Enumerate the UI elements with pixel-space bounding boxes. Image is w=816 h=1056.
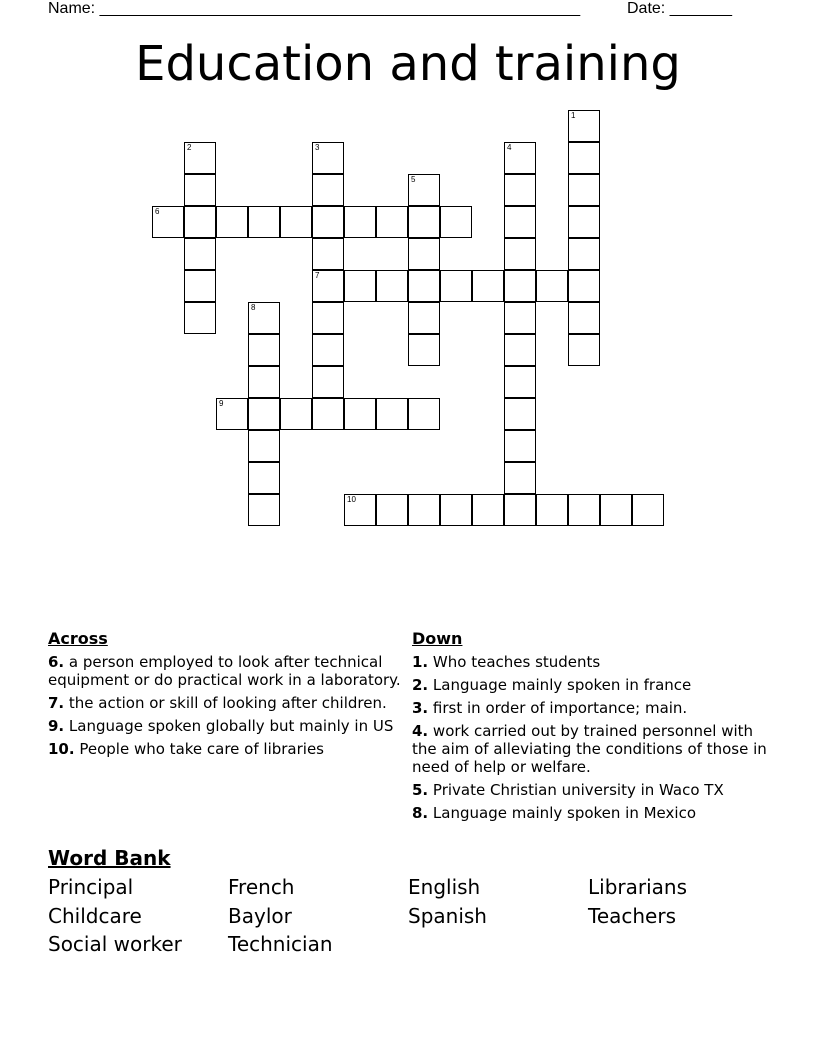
crossword-cell[interactable] — [408, 334, 440, 366]
crossword-cell[interactable] — [216, 206, 248, 238]
word-bank-item: Spanish — [408, 903, 487, 928]
clue-text: Who teaches students — [432, 653, 601, 671]
crossword-cell[interactable] — [184, 270, 216, 302]
crossword-cell[interactable] — [312, 302, 344, 334]
clue-text: People who take care of libraries — [79, 740, 324, 758]
crossword-cell[interactable] — [504, 398, 536, 430]
clue-number: 7. — [48, 694, 65, 712]
page-title: Education and training — [135, 36, 681, 92]
word-bank-item: Principal — [48, 875, 134, 899]
crossword-cell[interactable] — [408, 206, 440, 238]
crossword-cell[interactable] — [408, 302, 440, 334]
crossword-cell[interactable] — [312, 142, 344, 174]
cell-number: 7 — [315, 271, 320, 280]
crossword-cell[interactable] — [504, 334, 536, 366]
crossword-cell[interactable] — [568, 334, 600, 366]
cell-number: 10 — [347, 495, 356, 504]
crossword-cell[interactable] — [504, 494, 536, 526]
crossword-cell[interactable] — [536, 494, 568, 526]
crossword-cell[interactable] — [568, 494, 600, 526]
word-bank-title: Word Bank — [48, 846, 171, 870]
across-clue — [48, 653, 404, 689]
down-clue — [412, 781, 768, 799]
crossword-cell[interactable] — [280, 398, 312, 430]
crossword-cell[interactable] — [248, 398, 280, 430]
crossword-cell[interactable] — [472, 270, 504, 302]
cell-number: 1 — [571, 111, 576, 120]
crossword-cell[interactable] — [504, 270, 536, 302]
word-bank-item: Librarians — [588, 875, 688, 899]
clue-number: 2. — [412, 676, 429, 694]
clue-text: Private Christian university in Waco TX — [432, 781, 724, 799]
crossword-cell[interactable] — [568, 142, 600, 174]
cell-number: 3 — [315, 143, 320, 152]
crossword-cell[interactable] — [568, 238, 600, 270]
crossword-cell[interactable] — [248, 302, 280, 334]
crossword-cell[interactable] — [504, 142, 536, 174]
clue-number: 9. — [48, 717, 65, 735]
crossword-cell[interactable] — [440, 494, 472, 526]
crossword-cell[interactable] — [632, 494, 664, 526]
crossword-cell[interactable] — [408, 174, 440, 206]
crossword-cell[interactable] — [248, 430, 280, 462]
clue-number: 4. — [412, 722, 429, 740]
cell-number: 9 — [219, 399, 224, 408]
crossword-cell[interactable] — [184, 302, 216, 334]
crossword-cell[interactable] — [376, 398, 408, 430]
down-clue — [412, 722, 768, 776]
across-clue — [48, 740, 404, 758]
crossword-cell[interactable] — [344, 206, 376, 238]
word-bank-item: French — [228, 875, 295, 899]
clue-number: 1. — [412, 653, 429, 671]
cell-number: 6 — [155, 207, 160, 216]
crossword-cell[interactable] — [312, 238, 344, 270]
crossword-cell[interactable] — [504, 206, 536, 238]
clue-text: work carried out by trained personnel with the aim of alleviating the conditions of those in need of help or welfare. — [412, 722, 767, 776]
clue-text: a person employed to look after technical equipment or do practical work in a laboratory. — [48, 653, 401, 689]
crossword-cell[interactable] — [376, 270, 408, 302]
crossword-cell[interactable] — [216, 398, 248, 430]
crossword-cell[interactable] — [536, 270, 568, 302]
crossword-cell[interactable] — [568, 302, 600, 334]
crossword-cell[interactable] — [440, 270, 472, 302]
word-bank-item: English — [408, 875, 481, 899]
crossword-cell[interactable] — [312, 174, 344, 206]
crossword-cell[interactable] — [184, 238, 216, 270]
crossword-cell[interactable] — [312, 398, 344, 430]
clue-text: Language spoken globally but mainly in US — [68, 717, 394, 735]
cell-number: 2 — [187, 143, 192, 152]
crossword-cell[interactable] — [376, 206, 408, 238]
crossword-cell[interactable] — [408, 270, 440, 302]
cell-number: 4 — [507, 143, 512, 152]
word-bank-item: Baylor — [228, 903, 292, 928]
date-line: Date: _______ — [627, 0, 732, 17]
crossword-cell[interactable] — [312, 270, 344, 302]
word-bank — [48, 873, 808, 959]
crossword-cell[interactable] — [312, 206, 344, 238]
word-bank-item: Childcare — [48, 903, 142, 928]
clue-number: 3. — [412, 699, 429, 717]
word-bank-item: Social worker — [48, 932, 182, 956]
crossword-cell[interactable] — [504, 462, 536, 494]
crossword-cell[interactable] — [248, 334, 280, 366]
clue-number: 8. — [412, 804, 429, 822]
clue-number: 6. — [48, 653, 65, 671]
crossword-cell[interactable] — [568, 110, 600, 142]
crossword-cell[interactable] — [504, 174, 536, 206]
crossword-cell[interactable] — [408, 238, 440, 270]
crossword-cell[interactable] — [408, 398, 440, 430]
crossword-cell[interactable] — [376, 494, 408, 526]
word-bank-item: Technician — [228, 932, 333, 956]
clue-text: first in order of importance; main. — [432, 699, 688, 717]
clue-text: Language mainly spoken in france — [432, 676, 692, 694]
down-clue — [412, 676, 768, 694]
clue-number: 5. — [412, 781, 429, 799]
crossword-cell[interactable] — [440, 206, 472, 238]
across-heading: Across — [48, 629, 108, 648]
crossword-cell[interactable] — [280, 206, 312, 238]
down-clue — [412, 653, 768, 671]
crossword-cell[interactable] — [568, 206, 600, 238]
crossword-cell[interactable] — [312, 366, 344, 398]
crossword-cell[interactable] — [248, 366, 280, 398]
down-clue — [412, 804, 768, 822]
crossword-cell[interactable] — [600, 494, 632, 526]
clue-number: 10. — [48, 740, 75, 758]
crossword-cell[interactable] — [248, 494, 280, 526]
crossword-cell[interactable] — [312, 334, 344, 366]
crossword-cell[interactable] — [184, 142, 216, 174]
across-clues — [48, 630, 404, 763]
name-line: Name: ______________________________________________________ — [48, 0, 581, 17]
clue-text: Language mainly spoken in Mexico — [432, 804, 696, 822]
crossword-cell[interactable] — [184, 174, 216, 206]
crossword-cell[interactable] — [344, 270, 376, 302]
down-heading: Down — [412, 629, 463, 648]
crossword-cell[interactable] — [248, 206, 280, 238]
across-clue — [48, 717, 404, 735]
cell-number: 8 — [251, 303, 256, 312]
crossword-cell[interactable] — [504, 302, 536, 334]
crossword-cell[interactable] — [472, 494, 504, 526]
crossword-cell[interactable] — [504, 430, 536, 462]
crossword-cell[interactable] — [504, 238, 536, 270]
cell-number: 5 — [411, 175, 416, 184]
crossword-cell[interactable] — [408, 494, 440, 526]
crossword-cell[interactable] — [248, 462, 280, 494]
crossword-cell[interactable] — [568, 174, 600, 206]
crossword-cell[interactable] — [568, 270, 600, 302]
down-clue — [412, 699, 768, 717]
word-bank-item: Teachers — [588, 903, 676, 928]
crossword-cell[interactable] — [344, 494, 376, 526]
crossword-cell[interactable] — [184, 206, 216, 238]
across-clue — [48, 694, 404, 712]
clue-text: the action or skill of looking after children. — [68, 694, 387, 712]
crossword-cell[interactable] — [344, 398, 376, 430]
down-clues — [412, 630, 768, 827]
crossword-cell[interactable] — [504, 366, 536, 398]
crossword-cell[interactable] — [152, 206, 184, 238]
